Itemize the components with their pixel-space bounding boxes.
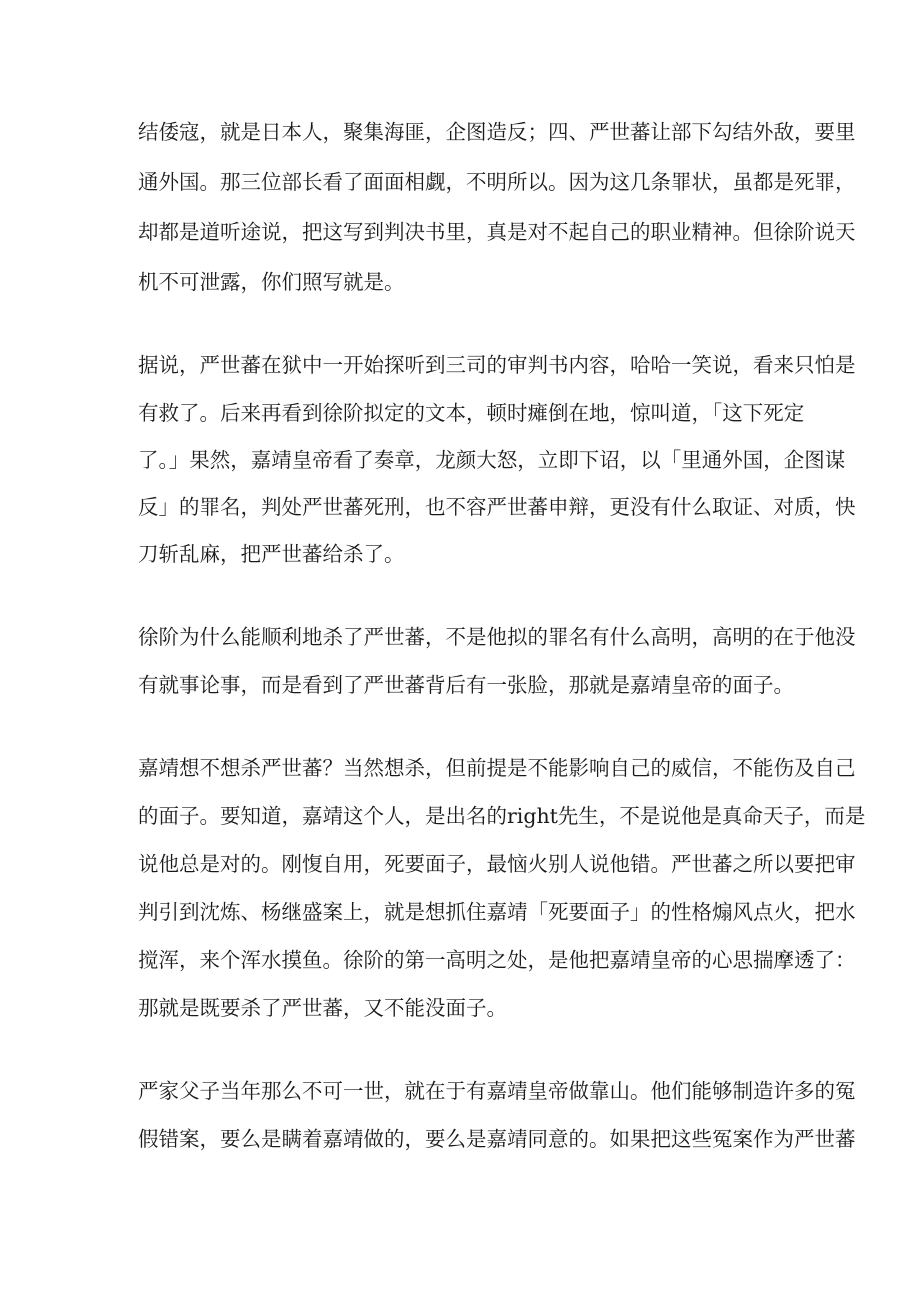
text-line: 说他总是对的。刚愎自用，死要面子，最恼火别人说他错。严世蕃之所以要把审 <box>138 852 856 876</box>
text-line: 嘉靖想不想杀严世蕃？当然想杀，但前提是不能影响自己的威信，不能伤及自己 <box>138 756 856 780</box>
text-line: 据说，严世蕃在狱中一开始探听到三司的审判书内容，哈哈一笑说，看来只怕是 <box>138 353 856 377</box>
text-line: 刀斩乱麻，把严世蕃给杀了。 <box>138 542 405 566</box>
text-line: 却都是道听途说，把这写到判决书里，真是对不起自己的职业精神。但徐阶说天 <box>138 220 856 244</box>
text-line: 通外国。那三位部长看了面面相觑，不明所以。因为这几条罪状，虽都是死罪， <box>138 170 856 194</box>
text-line: 有救了。后来再看到徐阶拟定的文本，顿时瘫倒在地，惊叫道，「这下死定 <box>138 401 805 425</box>
text-line: 了。」果然，嘉靖皇帝看了奏章，龙颜大怒，立即下诏，以「里通外国，企图谋 <box>138 448 846 472</box>
text-line: 有就事论事，而是看到了严世蕃背后有一张脸，那就是嘉靖皇帝的面子。 <box>138 673 794 697</box>
text-line: 搅浑，来个浑水摸鱼。徐阶的第一高明之处，是他把嘉靖皇帝的心思揣摩透了： <box>138 948 856 972</box>
text-line: 的面子。要知道，嘉靖这个人，是出名的right先生，不是说他是真命天子，而是 <box>138 804 866 828</box>
text-line: 结倭寇，就是日本人，聚集海匪，企图造反；四、严世蕃让部下勾结外敌，要里 <box>138 120 856 144</box>
text-line: 严家父子当年那么不可一世，就在于有嘉靖皇帝做靠山。他们能够制造许多的冤 <box>138 1079 856 1103</box>
text-line: 判引到沈炼、杨继盛案上，就是想抓住嘉靖「死要面子」的性格煽风点火，把水 <box>138 900 856 924</box>
text-line: 那就是既要杀了严世蕃，又不能没面子。 <box>138 996 507 1020</box>
text-line: 假错案，要么是瞒着嘉靖做的，要么是嘉靖同意的。如果把这些冤案作为严世蕃 <box>138 1127 856 1151</box>
text-line: 徐阶为什么能顺利地杀了严世蕃，不是他拟的罪名有什么高明，高明的在于他没 <box>138 625 856 649</box>
text-line: 机不可泄露，你们照写就是。 <box>138 270 405 294</box>
text-line: 反」的罪名，判处严世蕃死刑，也不容严世蕃申辩，更没有什么取证、对质，快 <box>138 495 856 519</box>
